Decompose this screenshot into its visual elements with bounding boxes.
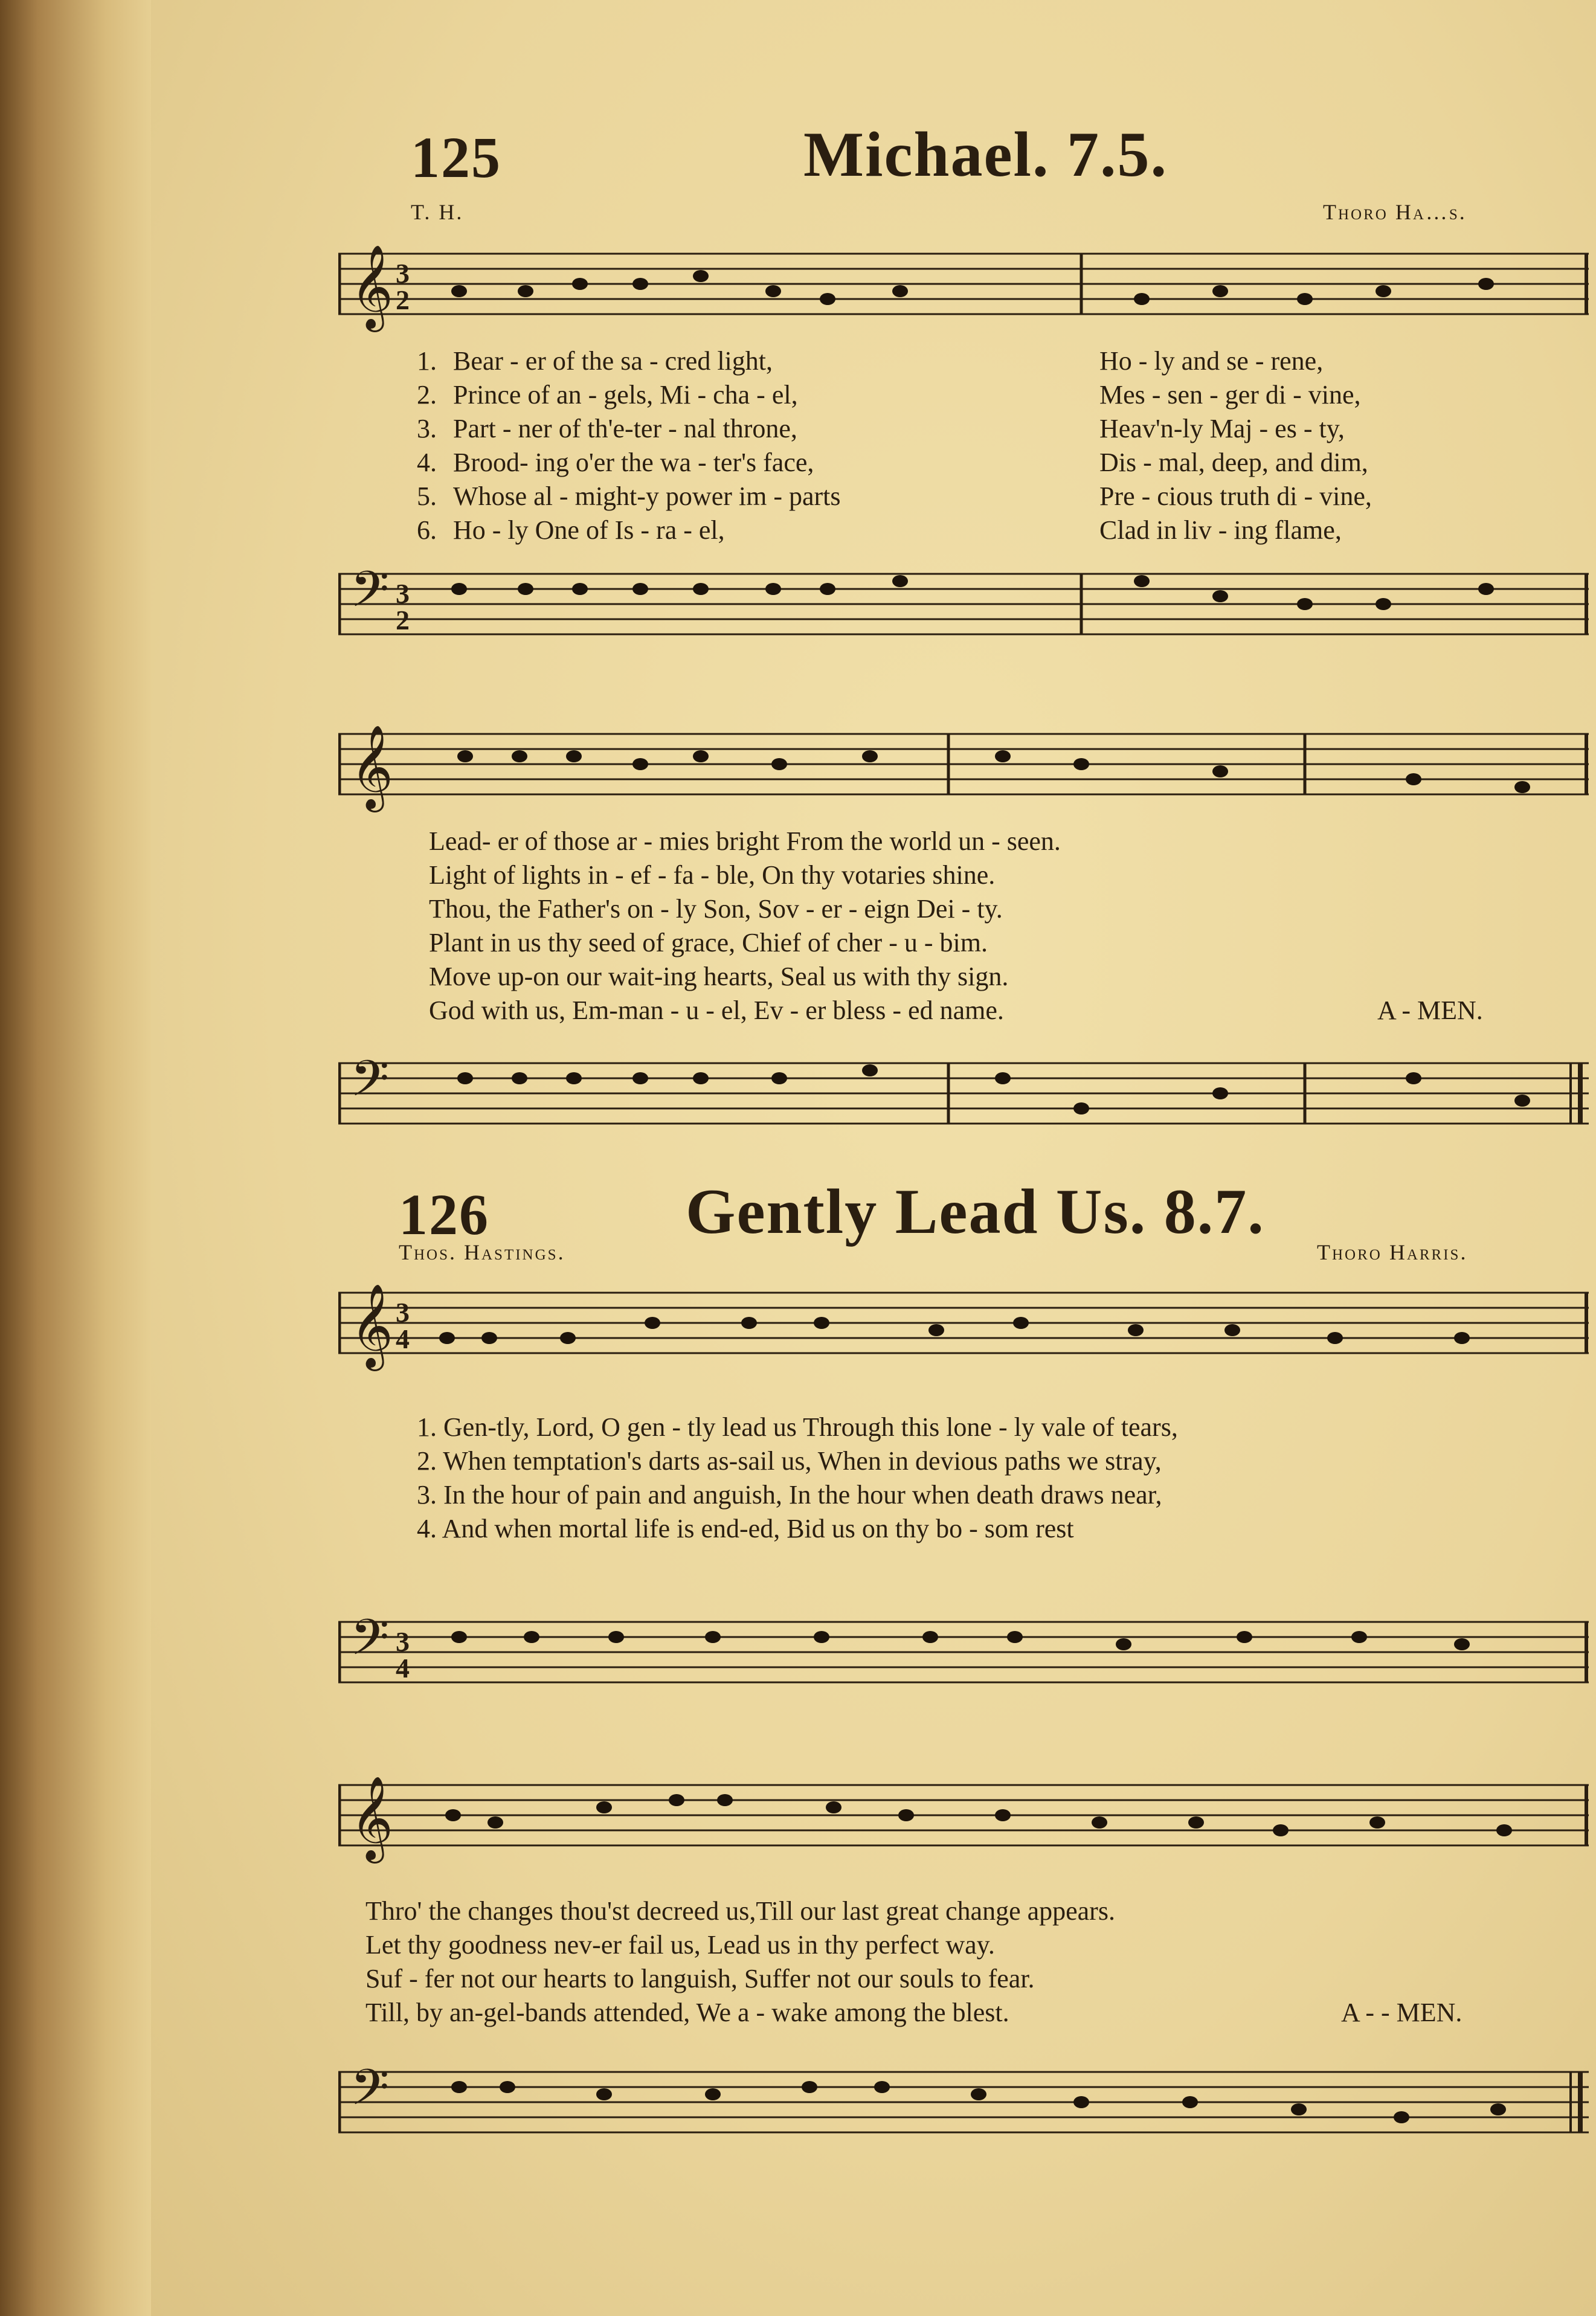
verse-line: Plant in us thy seed of grace, Chief of cher - u - bim.	[429, 928, 988, 957]
treble-staff-system	[338, 1773, 1595, 1864]
verse-line: Let thy goodness nev-er fail us, Lead us in thy perfect way.	[365, 1930, 995, 1960]
verse-line: Brood- ing o'er the wa - ter's face,	[453, 448, 814, 477]
verse-line: Move up-on our wait-ing hearts, Seal us with thy sign.	[429, 962, 1009, 991]
verse-line: Heav'n-ly Maj - es - ty,	[1099, 414, 1345, 443]
svg-text:𝄞: 𝄞	[350, 1778, 393, 1858]
verse-number: 6.	[417, 515, 437, 545]
svg-text:3: 3	[396, 258, 410, 289]
verse-line: Whose al - might-y power im - parts	[453, 481, 841, 511]
verse-line: Light of lights in - ef - fa - ble, On thy votaries shine.	[429, 860, 996, 890]
verse-line: Prince of an - gels, Mi - cha - el,	[453, 380, 798, 410]
bass-staff-system	[338, 2060, 1595, 2150]
verse-number: 4.	[417, 448, 437, 477]
svg-text:𝄞: 𝄞	[350, 1285, 393, 1366]
music-credit: Thoro Harris.	[1317, 1240, 1468, 1264]
hymn-number: 126	[399, 1182, 489, 1247]
bass-staff-system	[338, 562, 1595, 652]
verse-number: 1.	[417, 346, 437, 376]
svg-text:𝄢: 𝄢	[350, 1052, 390, 1119]
words-credit: T. H.	[411, 200, 464, 224]
treble-staff-system	[338, 1281, 1595, 1371]
svg-text:𝄢: 𝄢	[350, 1610, 390, 1677]
svg-text:2: 2	[396, 605, 410, 635]
words-credit: Thos. Hastings.	[399, 1240, 565, 1264]
verse-line: God with us, Em-man - u - el, Ev - er bless - ed name.	[429, 996, 1004, 1025]
verse-number: 2.	[417, 380, 437, 410]
verse-line: Lead- er of those ar - mies bright From the world un - seen.	[429, 826, 1061, 856]
svg-text:𝄢: 𝄢	[350, 562, 390, 629]
svg-text:4: 4	[396, 1653, 410, 1684]
verse-line: Till, by an-gel-bands attended, We a - wake among the blest.	[365, 1998, 1009, 2027]
svg-text:4: 4	[396, 1324, 410, 1354]
verse-line: Suf - fer not our hearts to languish, Suffer not our souls to fear.	[365, 1964, 1035, 1993]
verse-line: Bear - er of the sa - cred light,	[453, 346, 773, 376]
amen-text: A - MEN.	[1377, 996, 1483, 1025]
verse-line: Mes - sen - ger di - vine,	[1099, 380, 1361, 410]
verse-line: Thro' the changes thou'st decreed us,Till our last great change appears.	[365, 1896, 1115, 1926]
hymn-number: 125	[411, 125, 501, 190]
verse-line: Clad in liv - ing flame,	[1099, 515, 1342, 545]
verse-line: Ho - ly and se - rene,	[1099, 346, 1324, 376]
svg-text:𝄢: 𝄢	[350, 2060, 390, 2128]
svg-text:3: 3	[396, 1297, 410, 1328]
verse-line: 3. In the hour of pain and anguish, In the hour when death draws near,	[417, 1480, 1162, 1510]
music-credit: Thoro Ha…s.	[1323, 200, 1467, 224]
verse-line: 1. Gen-tly, Lord, O gen - tly lead us Through this lone - ly vale of tears,	[417, 1412, 1178, 1442]
verse-line: Part - ner of th'e-ter - nal throne,	[453, 414, 797, 443]
svg-text:𝄞: 𝄞	[350, 727, 393, 807]
book-spine-shadow	[0, 0, 151, 2316]
svg-text:2: 2	[396, 285, 410, 315]
treble-staff-system	[338, 242, 1595, 332]
verse-number: 5.	[417, 481, 437, 511]
hymn-title: Gently Lead Us. 8.7.	[686, 1176, 1265, 1247]
svg-text:𝄞: 𝄞	[350, 246, 393, 327]
svg-text:3: 3	[396, 1626, 410, 1657]
verse-line: 2. When temptation's darts as-sail us, When in devious paths we stray,	[417, 1446, 1162, 1476]
verse-line: Dis - mal, deep, and dim,	[1099, 448, 1368, 477]
svg-text:3: 3	[396, 578, 410, 609]
verse-number: 3.	[417, 414, 437, 443]
bass-staff-system	[338, 1610, 1595, 1700]
verse-line: Ho - ly One of Is - ra - el,	[453, 515, 725, 545]
verse-line: 4. And when mortal life is end-ed, Bid us on thy bo - som rest	[417, 1514, 1074, 1543]
verse-line: Pre - cious truth di - vine,	[1099, 481, 1372, 511]
bass-staff-system	[338, 1051, 1595, 1142]
amen-text: A - - MEN.	[1341, 1998, 1462, 2027]
hymn-title: Michael. 7.5.	[803, 119, 1168, 190]
verse-line: Thou, the Father's on - ly Son, Sov - er - eign Dei - ty.	[429, 894, 1003, 924]
treble-staff-system	[338, 722, 1595, 812]
